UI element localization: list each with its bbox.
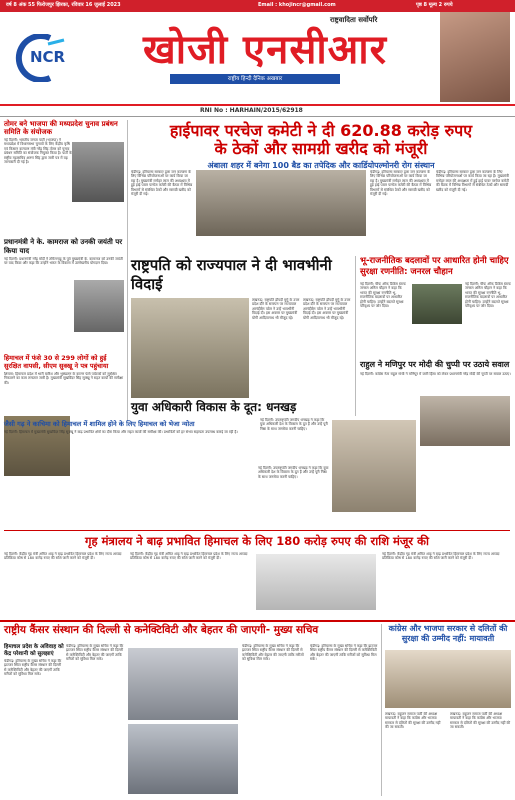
story-himachal-invite [4, 420, 254, 490]
meeting-photo [196, 170, 366, 236]
mha-body-col1: नई दिल्ली: केंद्रीय गृह मंत्री अमित शाह ने बाढ़ प्रभावित हिमाचल प्रदेश के लिए राज्य आपदा प्रतिक्रिया कोष से 180 करोड़ रुपए की राशि जारी करने को मंजूरी दी। [4, 552, 122, 561]
lead-subhead: अंबाला शहर में बनेगा 100 बैड का तपेदिक और कार्डियोपल्मोनरी रोग संस्थान [207, 161, 435, 170]
cancer-headline: राष्ट्रीय कैंसर संस्थान की दिल्ली से कनेक्टिविटी और बेहतर की जाएगी- मुख्य सचिव [4, 624, 319, 636]
masthead-divider [0, 104, 515, 106]
geo-body-col1: नई दिल्ली: चीफ ऑफ डिफेंस स्टाफ जनरल अनिल चौहान ने कहा कि भारत की सुरक्षा रणनीति भू-राजनीतिक बदलावों पर आधारित होनी चाहिए। उन्होंने बदलते सुरक्षा परिदृश्य पर जोर दिया। [360, 282, 406, 309]
column-rule [127, 120, 128, 420]
mha-body-col3: नई दिल्ली: केंद्रीय गृह मंत्री अमित शाह ने बाढ़ प्रभावित हिमाचल प्रदेश के लिए राज्य आपदा प्रतिक्रिया कोष से 180 करोड़ रुपए की राशि जारी करने को मंजूरी दी। [382, 552, 500, 561]
lead-story [131, 122, 511, 171]
president-body-col1: लखनऊ: राष्ट्रपति द्रौपदी मुर्मू के उत्तर प्रदेश दौरे के समापन पर राज्यपाल आनंदीबेन पटेल ने उन्हें भावभीनी विदाई दी। इस अवसर पर मुख्यमंत्री योगी आदित्यनाथ भी मौजूद रहे। [252, 298, 300, 320]
left-column [4, 120, 124, 385]
cancer-side-title: हिमाचल प्रदेश के अविवाह को केंद्र परेशानी को सुलझाएं [4, 644, 64, 657]
logo-ncr-text: NCR [30, 48, 66, 66]
cancer-story [4, 624, 379, 637]
story-invite-body: नई दिल्ली: हिमाचल में मुख्यमंत्री सुखविंदर सिंह सुक्खू ने बाढ़ प्रभावित क्षेत्रों का दौरा किया और राहत कार्यों की समीक्षा की। प्रभावितों को हर संभव सहायता उपलब्ध कराई जा रही है। [4, 430, 238, 434]
story-tomar-title: तोमर बने भाजपा की मध्यप्रदेश चुनाव प्रबंधन समिति के संयोजक [4, 120, 118, 136]
lead-body-col2: चंडीगढ़: हरियाणा सरकार द्वारा जन कल्याण के लिए विभिन्न परियोजनाओं पर कार्य किया जा रहा है। मुख्यमंत्री मनोहर लाल की अध्यक्षता में हुई हाई पावर परचेज कमेटी की बैठक में विभिन्न विभागों से संबंधित ठेकों और सामग्री खरीद को मंजूरी दी गई। [370, 170, 432, 197]
cancer-side-body: चंडीगढ़: हरियाणा के मुख्य सचिव ने कहा कि झज्जर स्थित राष्ट्रीय कैंसर संस्थान की दिल्ली से कनेक्टिविटी और बेहतर की जाएगी ताकि मरीजों को सुविधा मिल सके। [4, 659, 62, 677]
rahul-photo [420, 396, 510, 446]
lead-headline-2: के ठेकों और सामग्री खरीद को मंजूरी [214, 139, 428, 158]
cancer-sidebar [4, 644, 64, 789]
youth-body-col2: नई दिल्ली: उपराष्ट्रपति जगदीप धनखड़ ने कहा कि युवा अधिकारी देश के विकास के दूत हैं और उन्हें पूरी निष्ठा के साथ जनसेवा करनी चाहिए। [258, 466, 329, 479]
newspaper-title: खोजी एनसीआर [142, 27, 387, 73]
mayawati-body-col1: लखनऊ: बहुजन समाज पार्टी की अध्यक्ष मायावती ने कहा कि कांग्रेस और भाजपा सरकार से दलितों की सुरक्षा की उम्मीद नहीं की जा सकती। [385, 712, 441, 730]
president-headline: राष्ट्रपति को राज्यपाल ने दी भावभीनी विदाई [131, 256, 332, 293]
rahul-body: नई दिल्ली: कांग्रेस नेता राहुल गांधी ने मणिपुर में जारी हिंसा को लेकर प्रधानमंत्री नरेंद्र मोदी की चुप्पी पर सवाल उठाए। [360, 372, 511, 376]
story-himachal-body: शिमला: हिमाचल प्रदेश में भारी बारिश और भूस्खलन के कारण फंसे पर्यटकों को सुरक्षित निकालने का काम लगातार जारी है। मुख्यमंत्री सुखविंदर सिंह सुक्खू ने राहत कार्यों की समीक्षा की। [4, 372, 124, 385]
youth-headline: युवा अधिकारी विकास के दूत: धनखड़ [131, 400, 297, 414]
cancer-institute-photo [128, 648, 238, 720]
mayawati-headline: कांग्रेस और भाजपा सरकार से दलितों की सुरक्षा की उम्मीद नहीं: मायावती [388, 624, 508, 643]
youth-body-col1: नई दिल्ली: उपराष्ट्रपति जगदीप धनखड़ ने कहा कि युवा अधिकारी देश के विकास के दूत हैं और उन्हें पूरी निष्ठा के साथ जनसेवा करनी चाहिए। [260, 418, 328, 431]
column-rule-2 [355, 256, 356, 416]
dhankhar-photo [332, 420, 416, 512]
rahul-story [360, 360, 512, 394]
tagline-top: राष्ट्रवादिता सर्वोपरि [330, 16, 378, 24]
story-invite-title: जैसी गढ़ ने काचिमा को हिमाचल में शामिल होने के लिए हिमाचल को भेजा न्योता [4, 420, 195, 428]
email: Email : khojincr@gmail.com [258, 2, 336, 8]
mha-rule [4, 530, 510, 531]
chauhan-photo [412, 284, 462, 324]
youth-story [131, 400, 356, 415]
bottom-rule [0, 620, 515, 622]
mayawati-body-col2: लखनऊ: बहुजन समाज पार्टी की अध्यक्ष मायावती ने कहा कि कांग्रेस और भाजपा सरकार से दलितों की सुरक्षा की उम्मीद नहीं की जा सकती। [450, 712, 511, 730]
cancer-body-col1: चंडीगढ़: हरियाणा के मुख्य सचिव ने कहा कि झज्जर स्थित राष्ट्रीय कैंसर संस्थान की दिल्ली से कनेक्टिविटी और बेहतर की जाएगी ताकि मरीजों को सुविधा मिल सके। [66, 644, 124, 662]
lead-body-col3: चंडीगढ़: हरियाणा सरकार द्वारा जन कल्याण के लिए विभिन्न परियोजनाओं पर कार्य किया जा रहा है। मुख्यमंत्री मनोहर लाल की अध्यक्षता में हुई हाई पावर परचेज कमेटी की बैठक में विभिन्न विभागों से संबंधित ठेकों और सामग्री खरीद को मंजूरी दी गई। [436, 170, 509, 192]
geo-body-col2: नई दिल्ली: चीफ ऑफ डिफेंस स्टाफ जनरल अनिल चौहान ने कहा कि भारत की सुरक्षा रणनीति भू-राजनीतिक बदलावों पर आधारित होनी चाहिए। उन्होंने बदलते सुरक्षा परिदृश्य पर जोर दिया। [465, 282, 511, 309]
president-photo [131, 298, 249, 398]
mayawati-photo [385, 650, 511, 708]
tagline-bottom: राष्ट्रीय हिन्दी दैनिक अखबार [170, 74, 340, 84]
cancer-body-col2: चंडीगढ़: हरियाणा के मुख्य सचिव ने कहा कि झज्जर स्थित राष्ट्रीय कैंसर संस्थान की दिल्ली से कनेक्टिविटी और बेहतर की जाएगी ताकि मरीजों को सुविधा मिल सके। [242, 644, 304, 662]
story-kamraj-title: प्रधानमंत्री ने के. कामराज को उनकी जयंती पर किया याद [4, 238, 123, 255]
mha-headline: गृह मंत्रालय ने बाढ़ प्रभावित हिमाचल के लिए 180 करोड़ रुपए की राशि मंजूर की [85, 534, 429, 548]
page-price: पृष्ठ 8 मूल्य 2 रुपये [416, 2, 453, 8]
mha-body-col2: नई दिल्ली: केंद्रीय गृह मंत्री अमित शाह ने बाढ़ प्रभावित हिमाचल प्रदेश के लिए राज्य आपदा प्रतिक्रिया कोष से 180 करोड़ रुपए की राशि जारी करने को मंजूरी दी। [130, 552, 248, 561]
ncr-logo [10, 34, 72, 82]
lead-headline-1: हाईपावर परचेज कमेटी ने दी 620.88 करोड़ रुपए [169, 121, 473, 140]
cancer-body-col3: चंडीगढ़: हरियाणा के मुख्य सचिव ने कहा कि झज्जर स्थित राष्ट्रीय कैंसर संस्थान की दिल्ली से कनेक्टिविटी और बेहतर की जाएगी ताकि मरीजों को सुविधा मिल सके। [310, 644, 378, 662]
story-kamraj-body: नई दिल्ली: प्रधानमंत्री नरेंद्र मोदी ने तमिलनाडु के पूर्व मुख्यमंत्री के. कामराज को उनकी जयंती पर याद किया और कहा कि उन्होंने भारत के विकास में उल्लेखनीय योगदान दिया। [4, 257, 123, 266]
column-rule-3 [381, 624, 382, 796]
tomar-photo [72, 142, 124, 202]
mayawati-story [385, 624, 511, 644]
geo-headline: भू-राजनीतिक बदलावों पर आधारित होनी चाहिए सुरक्षा रणनीति: जनरल चौहान [360, 256, 509, 277]
rahul-headline: राहुल ने मणिपुर पर मोदी की चुप्पी पर उठाये सवाल [360, 360, 510, 369]
top-info-strip [0, 0, 515, 12]
rni-number: RNI No : HARHAIN/2015/62918 [200, 107, 303, 114]
rni-divider [0, 116, 515, 117]
kamraj-photo [74, 280, 124, 332]
cancer-meeting-photo [128, 724, 238, 794]
lead-body-col1: चंडीगढ़: हरियाणा सरकार द्वारा जन कल्याण के लिए विभिन्न परियोजनाओं पर कार्य किया जा रहा है। मुख्यमंत्री मनोहर लाल की अध्यक्षता में हुई हाई पावर परचेज कमेटी की बैठक में विभिन्न विभागों से संबंधित ठेकों और सामग्री खरीद को मंजूरी दी गई। [131, 170, 193, 197]
mha-story [4, 534, 510, 548]
masthead [0, 12, 515, 104]
geo-story [360, 256, 512, 278]
issue-info: वर्ष 8 अंक 55 फिरोजपुर झिरका, रविवार 16 जुलाई 2023 [6, 2, 121, 8]
story-tomar-body: नई दिल्ली: भारतीय जनता पार्टी (भाजपा) ने मध्यप्रदेश में विधानसभा चुनावों के लिए केंद्रीय कृषि एवं किसान कल्याण मंत्री नरेंद्र सिंह तोमर को चुनाव प्रबंधन समिति का संयोजक नियुक्त किया है। पार्टी के राष्ट्रीय महासचिव अरुण सिंह द्वारा जारी पत्र में यह जानकारी दी गई है। [4, 138, 72, 165]
mha-emblem-photo [256, 554, 376, 610]
president-story [131, 256, 351, 294]
masthead-photo [440, 12, 510, 102]
president-body-col2: लखनऊ: राष्ट्रपति द्रौपदी मुर्मू के उत्तर प्रदेश दौरे के समापन पर राज्यपाल आनंदीबेन पटेल ने उन्हें भावभीनी विदाई दी। इस अवसर पर मुख्यमंत्री योगी आदित्यनाथ भी मौजूद रहे। [303, 298, 351, 320]
story-himachal-title: हिमाचल में फंसे 30 से 299 लोगों को हुई सुरक्षित वापसी, सीएम सुक्खू ने पत्र पहुंचाया [4, 354, 109, 370]
